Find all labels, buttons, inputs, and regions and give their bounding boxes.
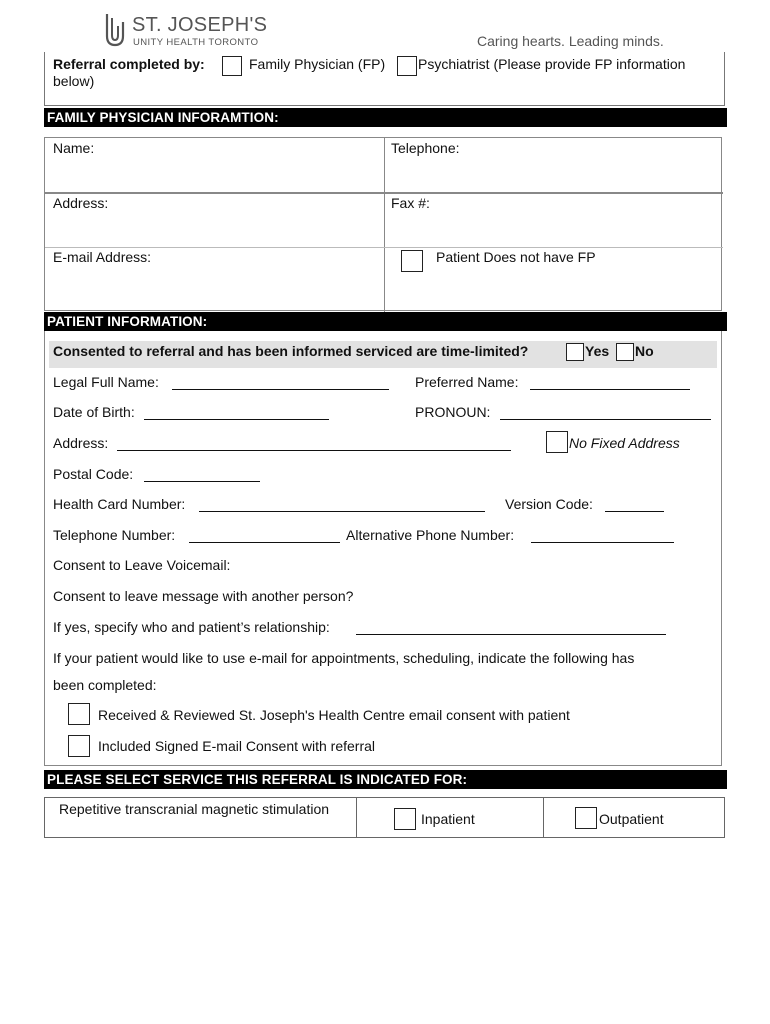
postal-code-field[interactable] bbox=[144, 467, 260, 482]
fp-telephone-label: Telephone: bbox=[391, 140, 460, 156]
fp-address-label: Address: bbox=[53, 195, 109, 211]
patient-address-field[interactable] bbox=[117, 436, 511, 451]
legal-name-label: Legal Full Name: bbox=[53, 374, 159, 390]
version-code-field[interactable] bbox=[605, 497, 664, 512]
service-col-divider-2 bbox=[543, 798, 544, 837]
service-section-title: PLEASE SELECT SERVICE THIS REFERRAL IS INDICATED FOR: bbox=[44, 770, 727, 789]
consent-other-label: Consent to leave message with another person? bbox=[53, 588, 354, 604]
postal-code-label: Postal Code: bbox=[53, 466, 134, 482]
fp-row-divider-2 bbox=[45, 247, 723, 248]
email-consent-reviewed-label: Received & Reviewed St. Joseph's Health Centre email consent with patient bbox=[98, 707, 570, 723]
patient-section-title: PATIENT INFORMATION: bbox=[44, 312, 727, 331]
fp-table bbox=[44, 137, 722, 311]
version-code-label: Version Code: bbox=[505, 496, 593, 512]
email-consent-reviewed-checkbox[interactable] bbox=[68, 703, 90, 725]
psychiatrist-referral-label-cont: below) bbox=[53, 73, 95, 89]
fp-referral-label: Family Physician (FP) bbox=[249, 56, 386, 72]
specify-label: If yes, specify who and patient’s relationship: bbox=[53, 619, 330, 635]
specify-field[interactable] bbox=[356, 620, 666, 635]
preferred-name-label: Preferred Name: bbox=[415, 374, 519, 390]
consent-no-label: No bbox=[635, 343, 654, 359]
logo-mark-icon bbox=[104, 12, 126, 48]
no-fp-checkbox[interactable] bbox=[401, 250, 423, 272]
patient-box bbox=[44, 331, 722, 766]
psychiatrist-referral-checkbox[interactable] bbox=[397, 56, 417, 76]
telephone-label: Telephone Number: bbox=[53, 527, 176, 543]
service-col-divider-1 bbox=[356, 798, 357, 837]
fp-col-divider bbox=[384, 138, 385, 312]
psychiatrist-referral-label: Psychiatrist (Please provide FP information bbox=[418, 56, 686, 72]
tagline: Caring hearts. Leading minds. bbox=[477, 33, 664, 49]
email-intro-cont: been completed: bbox=[53, 677, 157, 693]
fp-fax-label: Fax #: bbox=[391, 195, 430, 211]
no-fp-label: Patient Does not have FP bbox=[436, 249, 596, 265]
fp-section-title: FAMILY PHYSICIAN INFORAMTION: bbox=[44, 108, 727, 127]
no-fixed-address-checkbox[interactable] bbox=[546, 431, 568, 453]
dob-field[interactable] bbox=[144, 405, 329, 420]
fp-name-label: Name: bbox=[53, 140, 95, 156]
email-consent-signed-checkbox[interactable] bbox=[68, 735, 90, 757]
health-card-field[interactable] bbox=[199, 497, 485, 512]
outpatient-label: Outpatient bbox=[599, 811, 664, 827]
logo bbox=[104, 10, 274, 50]
fp-referral-checkbox[interactable] bbox=[222, 56, 242, 76]
patient-address-label: Address: bbox=[53, 435, 109, 451]
email-consent-signed-label: Included Signed E-mail Consent with referral bbox=[98, 738, 376, 754]
inpatient-label: Inpatient bbox=[421, 811, 475, 827]
dob-label: Date of Birth: bbox=[53, 404, 135, 420]
no-fixed-address-label: No Fixed Address bbox=[569, 435, 680, 451]
email-intro: If your patient would like to use e-mail for appointments, scheduling, indicate the following has bbox=[53, 650, 635, 666]
pronoun-label: PRONOUN: bbox=[415, 404, 491, 420]
outpatient-checkbox[interactable] bbox=[575, 807, 597, 829]
consent-no-checkbox[interactable] bbox=[616, 343, 634, 361]
preferred-name-field[interactable] bbox=[530, 375, 690, 390]
fp-email-label: E-mail Address: bbox=[53, 249, 152, 265]
org-subtitle: UNITY HEALTH TORONTO bbox=[133, 37, 259, 48]
alt-phone-field[interactable] bbox=[531, 528, 674, 543]
consent-yes-label: Yes bbox=[585, 343, 610, 359]
org-name: ST. JOSEPH'S bbox=[132, 14, 268, 36]
service-name: Repetitive transcranial magnetic stimulation bbox=[59, 801, 330, 817]
legal-name-field[interactable] bbox=[172, 375, 389, 390]
inpatient-checkbox[interactable] bbox=[394, 808, 416, 830]
consent-voicemail-label: Consent to Leave Voicemail: bbox=[53, 557, 231, 573]
alt-phone-label: Alternative Phone Number: bbox=[346, 527, 515, 543]
referral-label: Referral completed by: bbox=[53, 56, 205, 72]
fp-row-divider-1 bbox=[45, 192, 723, 194]
consent-yes-checkbox[interactable] bbox=[566, 343, 584, 361]
health-card-label: Health Card Number: bbox=[53, 496, 186, 512]
pronoun-field[interactable] bbox=[500, 405, 711, 420]
telephone-field[interactable] bbox=[189, 528, 340, 543]
consent-question: Consented to referral and has been informed serviced are time-limited? bbox=[53, 343, 529, 359]
